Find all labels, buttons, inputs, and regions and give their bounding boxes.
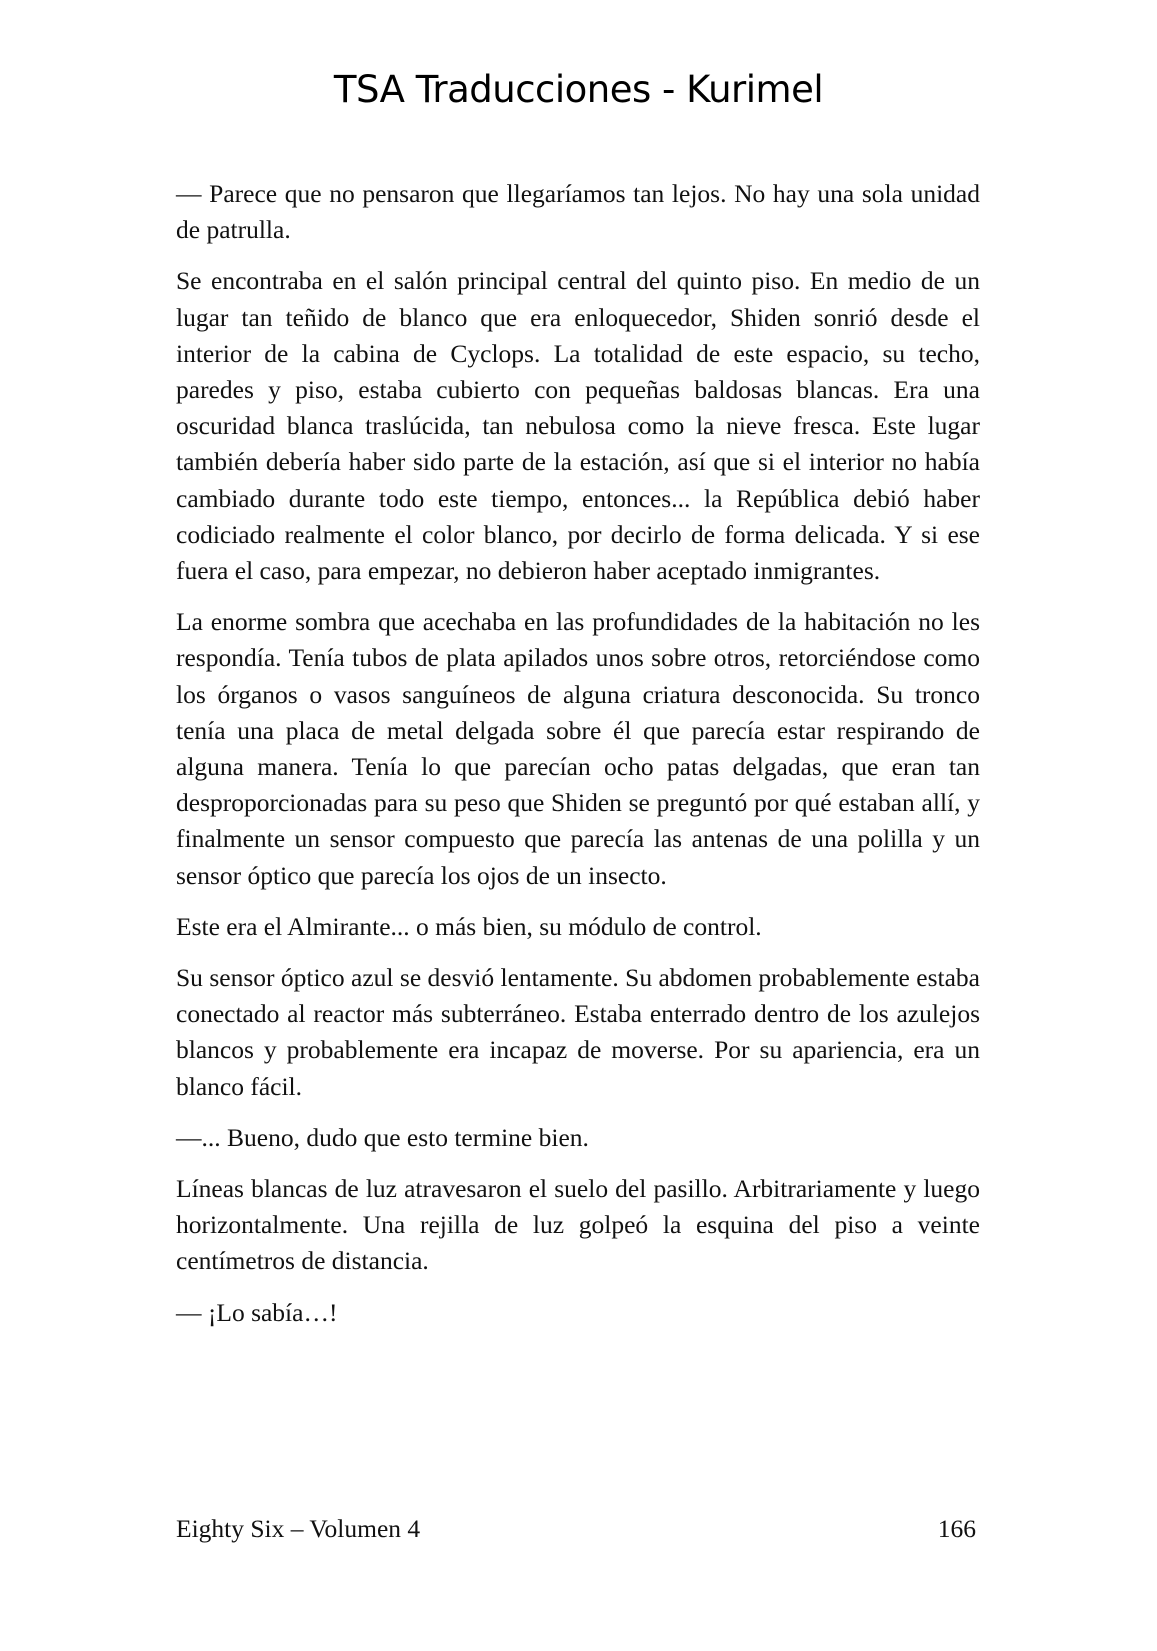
paragraph-8: — ¡Lo sabía…! bbox=[176, 1297, 338, 1327]
paragraph-4: Este era el Almirante... o más bien, su módulo de control. bbox=[176, 911, 762, 941]
footer-book-title: Eighty Six – Volumen 4 bbox=[176, 1514, 421, 1543]
page-header-title: TSA Traducciones - Kurimel bbox=[333, 68, 824, 111]
paragraph-5: Su sensor óptico azul se desvió lentamente. Su abdomen probablemente estaba conectado al reactor más subterráneo. Estaba enterrado dentro de los azulejos blancos y probablemente era incapaz de moverse. Por su apariencia, era un blanco fácil. bbox=[176, 963, 980, 1101]
page-body bbox=[176, 176, 980, 1346]
paragraph-3: La enorme sombra que acechaba en las profundidades de la habitación no les respondía. Tenía tubos de plata apilados unos sobre otros, retorciéndose como los órganos o vasos sanguíneos de alguna criatura desconocida. Su tronco tenía una placa de metal delgada sobre él que parecía estar respirando de alguna manera. Tenía lo que parecían ocho patas delgadas, que eran tan desproporcionadas para su peso que Shiden se preguntó por qué estaban allí, y finalmente un sensor compuesto que parecía las antenas de una polilla y un sensor óptico que parecía los ojos de un insecto. bbox=[176, 607, 980, 890]
paragraph-1: — Parece que no pensaron que llegaríamos tan lejos. No hay una sola unidad de patrulla. bbox=[176, 179, 980, 245]
paragraph-6: —... Bueno, dudo que esto termine bien. bbox=[176, 1122, 589, 1152]
paragraph-2: Se encontraba en el salón principal central del quinto piso. En medio de un lugar tan teñido de blanco que era enloquecedor, Shiden sonrió desde el interior de la cabina de Cyclops. La totalidad de este espacio, su techo, paredes y piso, estaba cubierto con pequeñas baldosas blancas. Era una oscuridad blanca traslúcida, tan nebulosa como la nieve fresca. Este lugar también debería haber sido parte de la estación, así que si el interior no había cambiado durante todo este tiempo, entonces... la República debió haber codiciado realmente el color blanco, por decirlo de forma delicada. Y si ese fuera el caso, para empezar, no debieron haber aceptado inmigrantes. bbox=[176, 266, 980, 586]
footer-page-number: 166 bbox=[937, 1514, 976, 1543]
paragraph-7: Líneas blancas de luz atravesaron el suelo del pasillo. Arbitrariamente y luego horizontalmente. Una rejilla de luz golpeó la esquina del piso a veinte centímetros de distancia. bbox=[176, 1174, 980, 1276]
